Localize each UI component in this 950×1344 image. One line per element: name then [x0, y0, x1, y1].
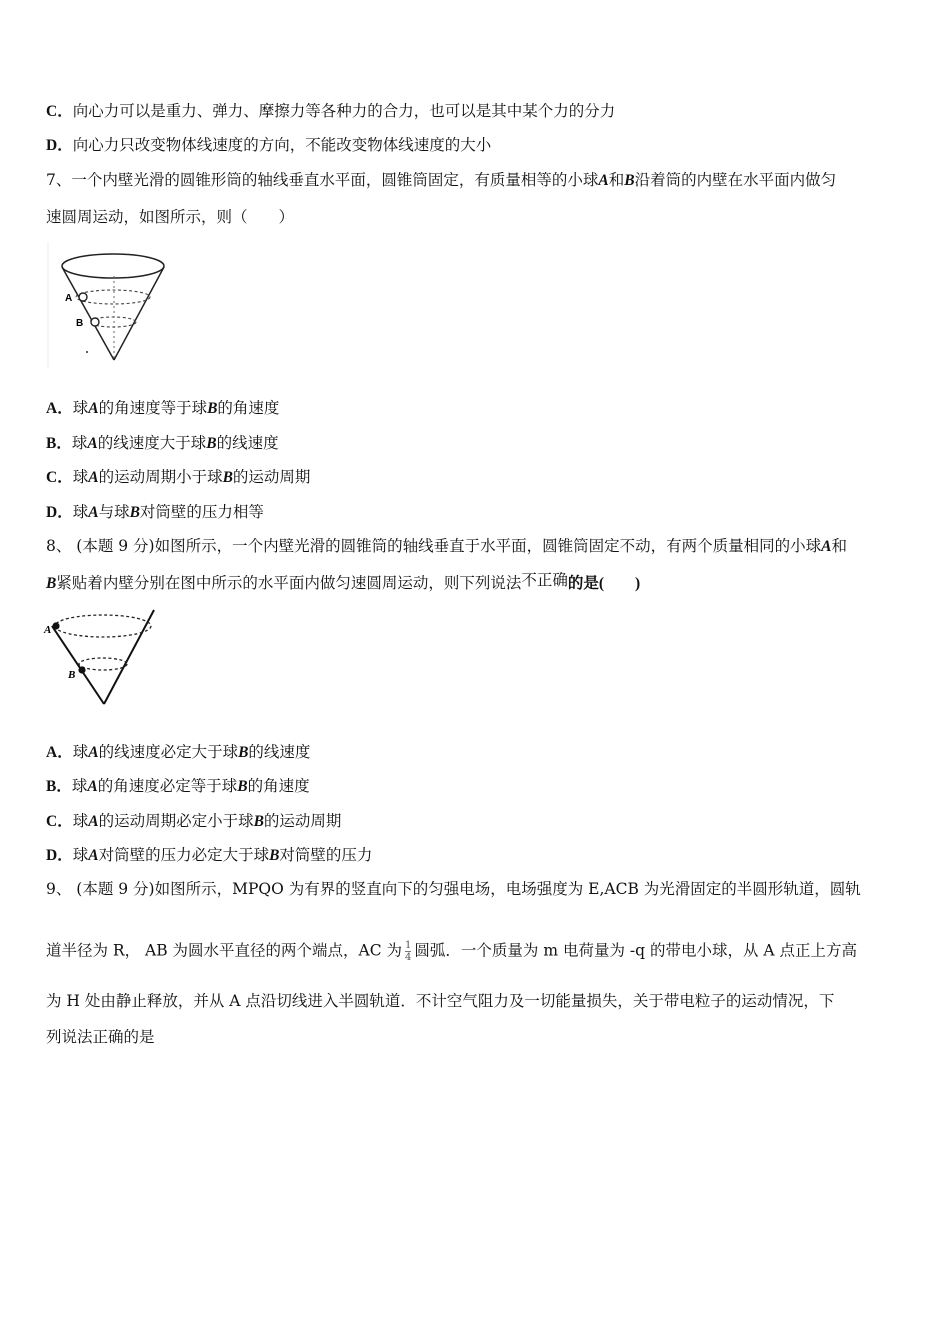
ball-a-orbit — [55, 615, 151, 637]
option-text: 的角速度 — [217, 399, 280, 417]
var-a: A — [88, 504, 99, 521]
option-label: B． — [46, 435, 72, 452]
ball-b — [78, 666, 85, 673]
q7-option-c — [46, 467, 310, 488]
var-b: B — [237, 778, 248, 795]
var-b: B — [222, 469, 233, 486]
option-text: 的线速度必定大于球 — [98, 743, 239, 761]
option-text: 的角速度 — [247, 777, 310, 795]
option-label: C． — [46, 103, 73, 120]
option-text: 球 — [71, 777, 88, 795]
q8-option-d — [46, 845, 372, 866]
stem-text: 速圆周运动，如图所示，则（ ） — [46, 208, 295, 226]
label-b: B — [68, 669, 76, 681]
q7-stem-line1 — [46, 170, 836, 191]
cone-left-wall — [52, 626, 104, 704]
q8-option-b — [46, 776, 310, 797]
q8-stem-line2 — [46, 573, 640, 594]
var-b: B — [269, 847, 280, 864]
var-b: B — [238, 744, 249, 761]
option-label: C． — [46, 469, 73, 486]
cone-left-wall — [62, 267, 114, 360]
fraction-quarter — [405, 940, 411, 963]
q7-option-a — [46, 398, 279, 419]
var-b: B — [46, 575, 57, 592]
q9-stem-line1 — [46, 879, 861, 899]
q9-stem-line4 — [46, 1027, 155, 1047]
stem-text: 圆弧．一个质量为 m 电荷量为 -q 的带电小球，从 A 点正上方高 — [414, 941, 858, 960]
q8-cone-figure — [42, 604, 162, 709]
option-text: 的线速度 — [216, 434, 279, 452]
var-a: A — [88, 400, 99, 417]
option-text: 球 — [72, 468, 89, 486]
stem-text: 沿着筒的内壁在水平面内做匀 — [634, 171, 837, 189]
option-text: 的角速度等于球 — [98, 399, 208, 417]
q9-stem-line3 — [46, 991, 834, 1011]
option-text: 向心力只改变物体线速度的方向，不能改变物体线速度的大小 — [72, 136, 492, 154]
option-text: 的线速度 — [248, 743, 311, 761]
option-label: D． — [46, 137, 73, 154]
var-a: A — [821, 538, 832, 555]
option-label: A． — [46, 400, 73, 417]
var-b: B — [207, 400, 218, 417]
var-b: B — [129, 504, 140, 521]
stem-text: 8、 (本题 9 分)如图所示，一个内壁光滑的圆锥筒的轴线垂直于水平面，圆锥筒固定不动，有两个质量相同的小球 — [46, 537, 822, 555]
option-text: 的线速度大于球 — [97, 434, 207, 452]
q7-option-b — [46, 433, 279, 454]
option-text: 的运动周期必定小于球 — [98, 812, 254, 830]
option-text: 球 — [72, 399, 89, 417]
option-text: 球 — [72, 503, 89, 521]
stem-text: 9、 (本题 9 分)如图所示，MPQO 为有界的竖直向下的匀强电场，电场强度为 E,ACB 为光滑固定的半圆形轨道，圆轨 — [46, 880, 861, 898]
q8-stem-line1 — [46, 536, 847, 557]
fraction-denominator: 4 — [405, 952, 412, 963]
option-text: 球 — [72, 743, 89, 761]
speck — [86, 351, 88, 353]
var-a: A — [88, 813, 99, 830]
fraction-numerator: 1 — [405, 940, 412, 951]
var-a: A — [88, 847, 99, 864]
option-label: B． — [46, 778, 72, 795]
var-a: A — [598, 172, 609, 189]
var-a: A — [87, 778, 98, 795]
option-text: 的运动周期小于球 — [98, 468, 223, 486]
option-text: 与球 — [98, 503, 130, 521]
option-label: C． — [46, 813, 73, 830]
stem-text: 的是( ) — [567, 575, 641, 592]
stem-text: 和 — [608, 171, 625, 189]
q8-option-a — [46, 742, 310, 763]
q7-stem-line2 — [46, 207, 294, 227]
stem-text: 和 — [831, 537, 847, 555]
option-text: 球 — [72, 812, 89, 830]
stem-text: 为 H 处由静止释放，并从 A 点沿切线进入半圆轨道．不计空气阻力及一切能量损失，关于带电粒子的运动情况，下 — [46, 992, 835, 1010]
stem-text: 紧贴着内壁分别在图中所示的水平面内做匀速圆周运动，则下列说法 — [56, 574, 522, 592]
var-b: B — [624, 172, 635, 189]
option-text: 的角速度必定等于球 — [97, 777, 238, 795]
option-text: 向心力可以是重力、弹力、摩擦力等各种力的合力，也可以是其中某个力的分力 — [72, 102, 616, 120]
option-text: 球 — [71, 434, 88, 452]
option-label: D． — [46, 504, 73, 521]
q8-option-c — [46, 811, 341, 832]
q9-stem-line2 — [46, 940, 857, 963]
option-label: A． — [46, 744, 73, 761]
label-a: A — [65, 293, 73, 304]
stem-not-correct: 不正确 — [521, 571, 568, 589]
ball-b-orbit — [79, 658, 127, 670]
q6-option-c — [46, 101, 615, 122]
option-text: 的运动周期 — [232, 468, 311, 486]
ball-a — [79, 293, 87, 301]
stem-text: 列说法正确的是 — [46, 1028, 155, 1046]
option-text: 对筒壁的压力必定大于球 — [98, 846, 270, 864]
label-b: B — [76, 318, 84, 329]
stem-text: 道半径为 R， AB 为圆水平直径的两个端点，AC 为 — [46, 941, 403, 960]
var-a: A — [88, 744, 99, 761]
q6-option-d — [46, 135, 491, 156]
option-text: 球 — [72, 846, 89, 864]
var-b: B — [206, 435, 217, 452]
option-label: D． — [46, 847, 73, 864]
q7-cone-figure — [46, 240, 196, 370]
var-a: A — [88, 469, 99, 486]
option-text: 对筒壁的压力相等 — [139, 503, 264, 521]
cone-right-wall — [114, 267, 164, 360]
stem-text: 7、一个内壁光滑的圆锥形筒的轴线垂直水平面，圆锥筒固定，有质量相等的小球 — [46, 171, 599, 189]
var-b: B — [253, 813, 264, 830]
ball-a — [52, 622, 59, 629]
ball-b — [91, 318, 99, 326]
cone-right-wall — [104, 610, 154, 704]
cone-top-rim — [62, 254, 164, 278]
option-text: 对筒壁的压力 — [279, 846, 373, 864]
q7-option-d — [46, 502, 264, 523]
var-a: A — [87, 435, 98, 452]
label-a: A — [44, 624, 52, 636]
option-text: 的运动周期 — [263, 812, 342, 830]
